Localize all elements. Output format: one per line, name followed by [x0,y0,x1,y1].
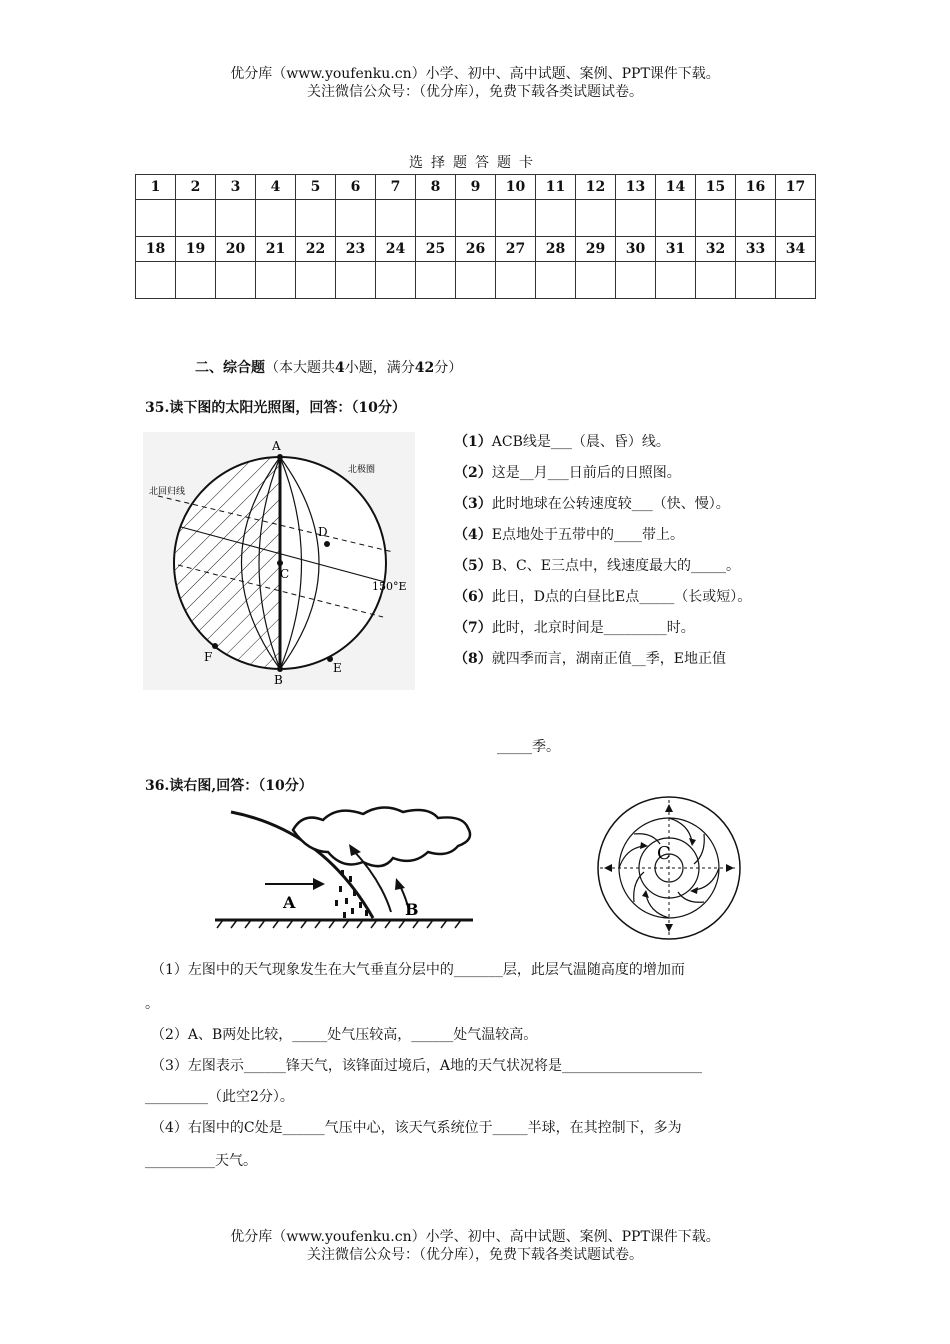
q36-line-1: （1）左图中的天气现象发生在大气垂直分层中的_______层，此层气温随高度的增加而 [151,962,685,978]
answer-number: 8 [416,175,456,200]
answer-cell[interactable] [216,262,256,299]
answer-cell[interactable] [256,200,296,237]
answer-cell[interactable] [656,262,696,299]
footer-line-2: 关注微信公众号：（优分库），免费下载各类试题试卷。 [307,1247,643,1263]
answer-number: 9 [456,175,496,200]
q35-item-text: 这是__月___日前后的日照图。 [491,465,681,481]
answer-number: 28 [536,237,576,262]
answer-cell[interactable] [336,262,376,299]
sunlight-diagram [143,432,415,690]
answer-number: 23 [336,237,376,262]
answer-cell[interactable] [496,262,536,299]
section-title-text: 二、综合题 [195,360,265,376]
answer-number: 13 [616,175,656,200]
answer-cell[interactable] [736,200,776,237]
answer-number: 6 [336,175,376,200]
q35-item-text: 此时，北京时间是_________时。 [491,620,695,636]
answer-cell[interactable] [376,200,416,237]
q35-item-number: （8） [454,651,492,667]
answer-cell[interactable] [776,262,816,299]
answer-number: 30 [616,237,656,262]
answer-card-table [135,174,816,299]
answer-number: 14 [656,175,696,200]
q35-item-text: ACB线是___（晨、昏）线。 [491,434,670,450]
answer-cell[interactable] [496,200,536,237]
section-note-prefix: （本大题共 [265,360,335,376]
answer-cell[interactable] [736,262,776,299]
answer-number: 19 [176,237,216,262]
answer-number: 29 [576,237,616,262]
front-diagram [213,800,475,932]
q35-item-text: 此时地球在公转速度较___（快、慢）。 [491,496,730,512]
answer-number: 10 [496,175,536,200]
q35-item-number: （4） [454,527,492,543]
q35-item-number: （6） [454,589,492,605]
answer-cell[interactable] [576,262,616,299]
section-note-mid: 小题，满分 [344,360,415,376]
answer-number: 33 [736,237,776,262]
answer-cell[interactable] [616,262,656,299]
section-note-score: 42 [414,360,435,376]
answer-cell[interactable] [176,262,216,299]
answer-number: 5 [296,175,336,200]
answer-cell[interactable] [456,200,496,237]
answer-cell[interactable] [176,200,216,237]
q35-items [454,427,854,675]
answer-cell[interactable] [456,262,496,299]
footer-line-1: 优分库（www.youfenku.cn）小学、初中、高中试题、案例、PPT课件下载。 [230,1229,720,1245]
answer-cell[interactable] [136,200,176,237]
answer-number: 21 [256,237,296,262]
pressure-label-c: C [657,843,671,864]
answer-cell[interactable] [696,200,736,237]
answer-cell[interactable] [256,262,296,299]
answer-number: 11 [536,175,576,200]
label-c: C [280,567,290,581]
answer-cell[interactable] [296,200,336,237]
answer-cell[interactable] [656,200,696,237]
answer-number: 1 [136,175,176,200]
answer-number: 27 [496,237,536,262]
q35-item [454,520,854,551]
q35-item [454,489,854,520]
answer-number: 2 [176,175,216,200]
answer-number: 26 [456,237,496,262]
answer-number: 34 [776,237,816,262]
cloud [293,807,470,866]
answer-number: 12 [576,175,616,200]
answer-cell[interactable] [216,200,256,237]
answer-number: 32 [696,237,736,262]
label-a: A [272,439,281,453]
section-note-suffix: 分） [434,360,463,376]
q35-item-text: E点地处于五带中的____带上。 [491,527,684,543]
header-line-1: 优分库（www.youfenku.cn）小学、初中、高中试题、案例、PPT课件下载。 [230,66,720,82]
answer-cell[interactable] [536,262,576,299]
answer-number: 25 [416,237,456,262]
q35-item [454,427,854,458]
section-title [195,357,462,377]
q36-line-1b: 。 [145,996,159,1012]
q35-item-text: 此日，D点的白昼比E点_____（长或短）。 [491,589,752,605]
q36-line-3: （3）左图表示______锋天气，该锋面过境后，A地的天气状况将是____________________ [151,1058,703,1074]
header-line-2: 关注微信公众号：（优分库），免费下载各类试题试卷。 [307,84,643,100]
label-arctic: 北极圈 [348,465,376,475]
answer-number: 15 [696,175,736,200]
answer-number: 3 [216,175,256,200]
answer-cell[interactable] [776,200,816,237]
label-tropic: 北回归线 [149,487,186,497]
q36-line-3b: _________（此空2分）。 [145,1089,294,1105]
answer-cell[interactable] [536,200,576,237]
answer-cell[interactable] [416,262,456,299]
answer-cell[interactable] [416,200,456,237]
answer-cell[interactable] [576,200,616,237]
answer-number: 20 [216,237,256,262]
label-d: D [318,525,328,539]
q35-title: 35.读下图的太阳光照图，回答：（10分） [145,400,406,416]
answer-number: 24 [376,237,416,262]
answer-cell[interactable] [616,200,656,237]
q36-line-2: （2）A、B两处比较，_____处气压较高，______处气温较高。 [151,1027,538,1043]
q35-item-text: 就四季而言，湖南正值__季，E地正值 [491,651,726,667]
q35-item [454,613,854,644]
label-f: F [204,650,213,664]
q35-item-number: （2） [454,465,492,481]
q35-item-text: B、C、E三点中，线速度最大的_____。 [491,558,740,574]
q36-title: 36.读右图,回答：（10分） [145,778,313,794]
q35-item [454,582,854,613]
front-label-a: A [283,893,296,912]
q35-item [454,551,854,582]
q36-line-4b: __________天气。 [145,1153,257,1169]
q35-item-number: （1） [454,434,492,450]
answer-number: 4 [256,175,296,200]
section-note-count: 4 [335,360,345,376]
pressure-system-diagram [594,794,744,942]
answer-cell[interactable] [696,262,736,299]
answer-cell[interactable] [296,262,336,299]
answer-number: 7 [376,175,416,200]
q35-item-number: （5） [454,558,492,574]
answer-cell[interactable] [136,262,176,299]
label-b: B [274,673,283,687]
front-label-b: B [405,900,419,919]
q35-item [454,644,854,675]
answer-number: 31 [656,237,696,262]
answer-cell[interactable] [336,200,376,237]
q35-item-number: （3） [454,496,492,512]
answer-number: 18 [136,237,176,262]
q35-item-number: （7） [454,620,492,636]
answer-number: 17 [776,175,816,200]
answer-cell[interactable] [376,262,416,299]
q36-line-4: （4）右图中的C处是______气压中心，该天气系统位于_____半球，在其控制下，多为 [151,1120,682,1136]
q35-tail: _____季。 [497,739,560,755]
label-e: E [333,661,342,675]
answer-number: 22 [296,237,336,262]
label-lon: 150°E [372,580,407,593]
answer-number: 16 [736,175,776,200]
answer-card-title: 选择题答题卡 [409,155,541,171]
q35-item [454,458,854,489]
